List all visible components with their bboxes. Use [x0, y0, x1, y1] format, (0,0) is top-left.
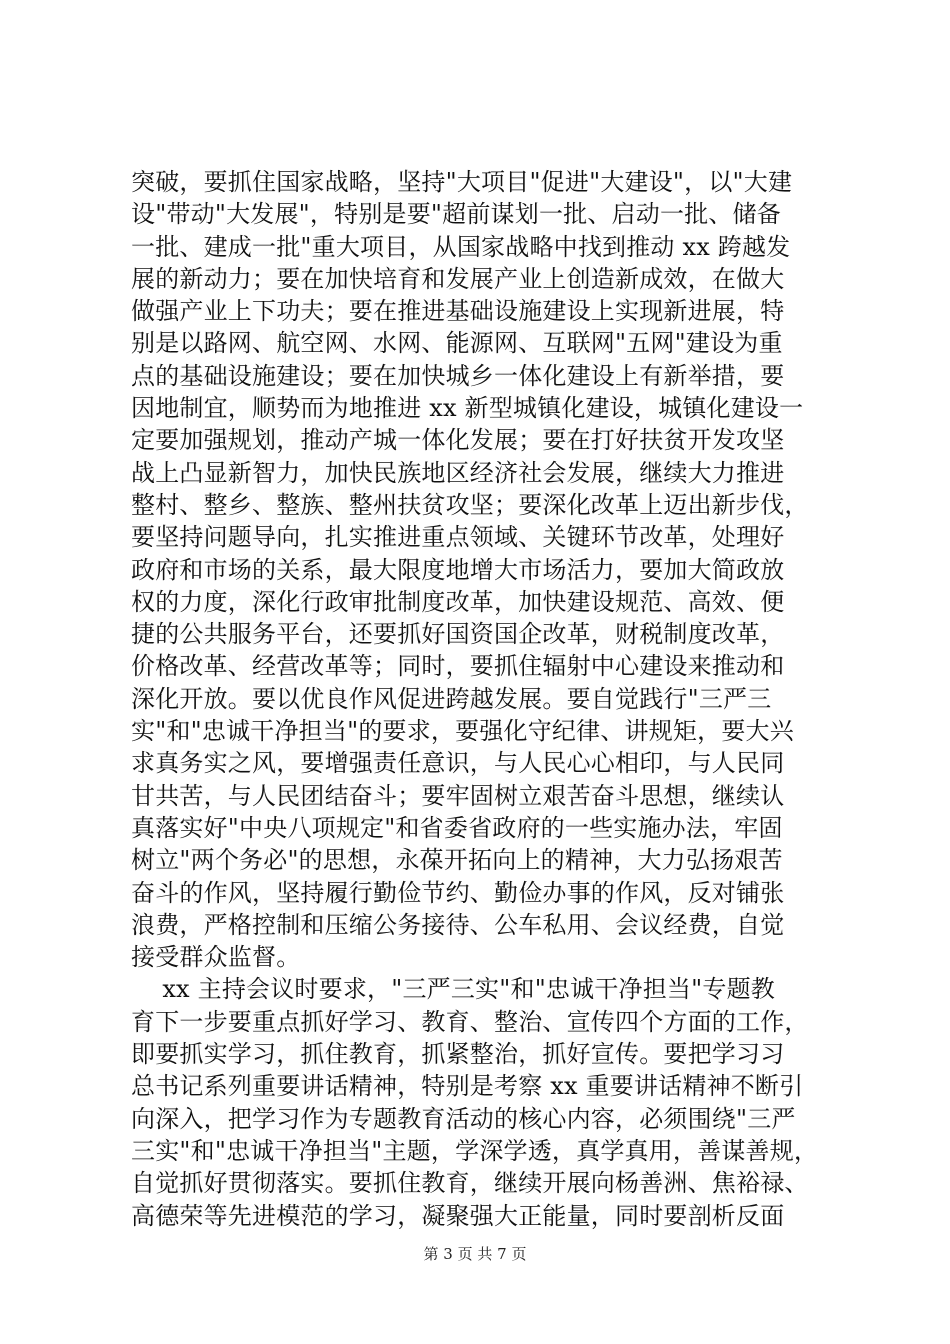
text-line: 三实"和"忠诚干净担当"主题，学深学透，真学真用，善谋善规， [131, 1136, 819, 1165]
document-body [131, 166, 843, 1232]
text-line: 即要抓实学习，抓住教育，抓紧整治，抓好宣传。要把学习习 [131, 1040, 785, 1069]
text-line: 真落实好"中央八项规定"和省委省政府的一些实施办法，牢固 [131, 813, 783, 842]
text-line: 做强产业上下功夫；要在推进基础设施建设上实现新进展，特 [131, 297, 785, 326]
text-line: 自觉抓好贯彻落实。要抓住教育，继续开展向杨善洲、焦裕禄、 [131, 1169, 809, 1198]
page-number: 第 3 页 共 7 页 [423, 1245, 527, 1263]
text-line: 高德荣等先进模范的学习，凝聚强大正能量，同时要剖析反面 [131, 1201, 785, 1230]
text-line: 因地制宜，顺势而为地推进 xx 新型城镇化建设，城镇化建设一 [131, 394, 804, 423]
text-line: 甘共苦，与人民团结奋斗；要牢固树立艰苦奋斗思想，继续认 [131, 781, 785, 810]
text-line: 价格改革、经营改革等；同时，要抓住辐射中心建设来推动和 [131, 652, 785, 681]
text-line: 求真务实之风，要增强责任意识，与人民心心相印，与人民同 [131, 749, 785, 778]
text-line: 总书记系列重要讲话精神，特别是考察 xx 重要讲话精神不断引 [131, 1072, 804, 1101]
text-line: 向深入，把学习作为专题教育活动的核心内容，必须围绕"三严 [131, 1104, 796, 1133]
text-line: 要坚持问题导向，扎实推进重点领域、关键环节改革，处理好 [131, 523, 785, 552]
text-line: 战上凸显新智力，加快民族地区经济社会发展，继续大力推进 [131, 458, 785, 487]
text-line: 定要加强规划，推动产城一体化发展；要在打好扶贫开发攻坚 [131, 426, 785, 455]
text-line: 育下一步要重点抓好学习、教育、整治、宣传四个方面的工作， [131, 1007, 809, 1036]
text-line: 政府和市场的关系，最大限度地增大市场活力，要加大简政放 [131, 555, 785, 584]
text-line: 突破，要抓住国家战略，坚持"大项目"促进"大建设"，以"大建 [131, 168, 793, 196]
text-line: 实"和"忠诚干净担当"的要求，要强化守纪律、讲规矩，要大兴 [131, 717, 794, 746]
text-line: 奋斗的作风，坚持履行勤俭节约、勤俭办事的作风，反对铺张 [131, 878, 785, 907]
paragraph-first-line: xx 主持会议时要求，"三严三实"和"忠诚干净担当"专题教 [131, 975, 775, 1004]
text-line: 别是以路网、航空网、水网、能源网、互联网"五网"建设为重 [131, 329, 783, 358]
text-line: 点的基础设施建设；要在加快城乡一体化建设上有新举措，要 [131, 361, 785, 390]
text-line: 设"带动"大发展"，特别是要"超前谋划一批、启动一批、储备 [131, 200, 781, 229]
text-line: 捷的公共服务平台，还要抓好国资国企改革，财税制度改革， [131, 620, 785, 649]
text-line: 权的力度，深化行政审批制度改革，加快建设规范、高效、便 [131, 587, 785, 616]
text-line: 浪费，严格控制和压缩公务接待、公车私用、会议经费，自觉 [131, 910, 785, 939]
text-line: 深化开放。要以优良作风促进跨越发展。要自觉践行"三严三 [131, 684, 772, 713]
text-line: 树立"两个务必"的思想，永葆开拓向上的精神，大力弘扬艰苦 [131, 846, 783, 875]
text-line: 接受群众监督。 [131, 943, 301, 972]
text-line: 一批、建成一批"重大项目，从国家战略中找到推动 xx 跨越发 [131, 232, 791, 261]
text-line: 展的新动力；要在加快培育和发展产业上创造新成效，在做大 [131, 264, 785, 293]
text-line: 整村、整乡、整族、整州扶贫攻坚；要深化改革上迈出新步伐， [131, 490, 809, 519]
